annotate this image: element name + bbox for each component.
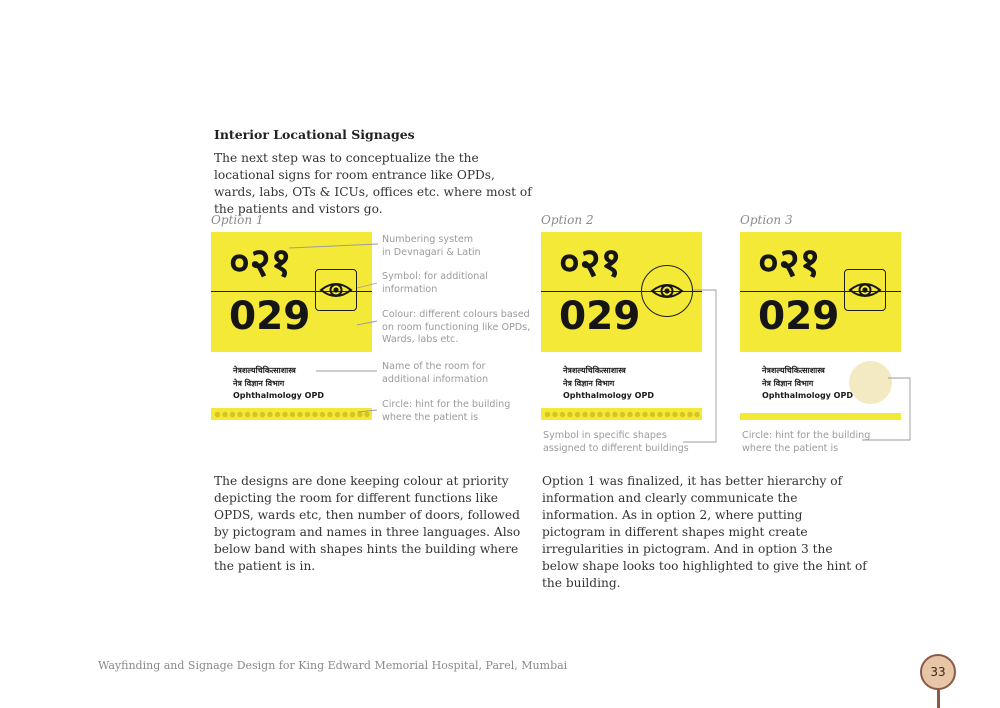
- annotation-shapes: Symbol in specific shapes assigned to different buildings: [543, 430, 689, 454]
- intro-paragraph: The next step was to conceptualize the the locational signs for room entrance like OPDs, wards, labs, OTs & ICUs, offices etc. where most of the patients and vistors go.: [214, 151, 532, 216]
- room-name-sanskrit: नेत्रशल्यचिकित्साशास्त्र: [233, 366, 296, 375]
- room-name-marathi: नेत्र विज्ञान विभाग: [762, 378, 814, 388]
- leader-colour: [357, 321, 377, 325]
- annotation-circle-option3: Circle: hint for the building where the patient is: [742, 430, 871, 454]
- option-3-label: Option 3: [740, 213, 793, 227]
- leader-numbering: [289, 244, 378, 248]
- room-name-english: Ophthalmology OPD: [762, 391, 853, 400]
- annotation-name: Name of the room for additional information: [382, 361, 489, 385]
- number-latin: 029: [758, 294, 840, 339]
- page-number-badge: 33: [920, 654, 956, 690]
- room-name-marathi: नेत्र विज्ञान विभाग: [233, 378, 285, 388]
- leader-shapes: [683, 290, 716, 442]
- leader-circle: [358, 410, 377, 412]
- section-heading: Interior Locational Signages: [214, 127, 415, 142]
- paragraph-right: Option 1 was finalized, it has better hierarchy of information and clearly communicate the information. As in option 2, where putting pictogram in different shapes might create irregularities in pictogram. And in option 3 the below shape looks too highlighted to give the hint of the building.: [542, 474, 867, 590]
- option-1-label: Option 1: [211, 213, 264, 227]
- annotation-numbering: Numbering system in Devnagari & Latin: [382, 234, 481, 258]
- number-latin: 029: [559, 294, 641, 339]
- number-devanagari: ०२१: [758, 240, 821, 286]
- room-name-marathi: नेत्र विज्ञान विभाग: [563, 378, 615, 388]
- footer-title: Wayfinding and Signage Design for King Edward Memorial Hospital, Parel, Mumbai: [98, 659, 568, 672]
- number-latin: 029: [229, 294, 311, 339]
- room-name-sanskrit: नेत्रशल्यचिकित्साशास्त्र: [762, 366, 825, 375]
- page-number-stem: [937, 690, 940, 708]
- paragraph-left: The designs are done keeping colour at priority depicting the room for different functions like OPDS, wards etc, then number of doors, followed by pictogram and names in three languages. Also below band with shapes hints the building where the patient is in.: [214, 474, 521, 573]
- annotation-circle: Circle: hint for the building where the patient is: [382, 399, 511, 423]
- annotation-colour: Colour: different colours based on room functioning like OPDs, Wards, labs etc.: [382, 309, 531, 345]
- room-name-english: Ophthalmology OPD: [233, 391, 324, 400]
- leader-symbol: [357, 283, 377, 288]
- option-2-label: Option 2: [541, 213, 594, 227]
- number-devanagari: ०२१: [559, 240, 622, 286]
- number-devanagari: ०२१: [229, 240, 292, 286]
- room-name-english: Ophthalmology OPD: [563, 391, 654, 400]
- room-name-sanskrit: नेत्रशल्यचिकित्साशास्त्र: [563, 366, 626, 375]
- annotation-symbol: Symbol: for additional information: [382, 271, 488, 295]
